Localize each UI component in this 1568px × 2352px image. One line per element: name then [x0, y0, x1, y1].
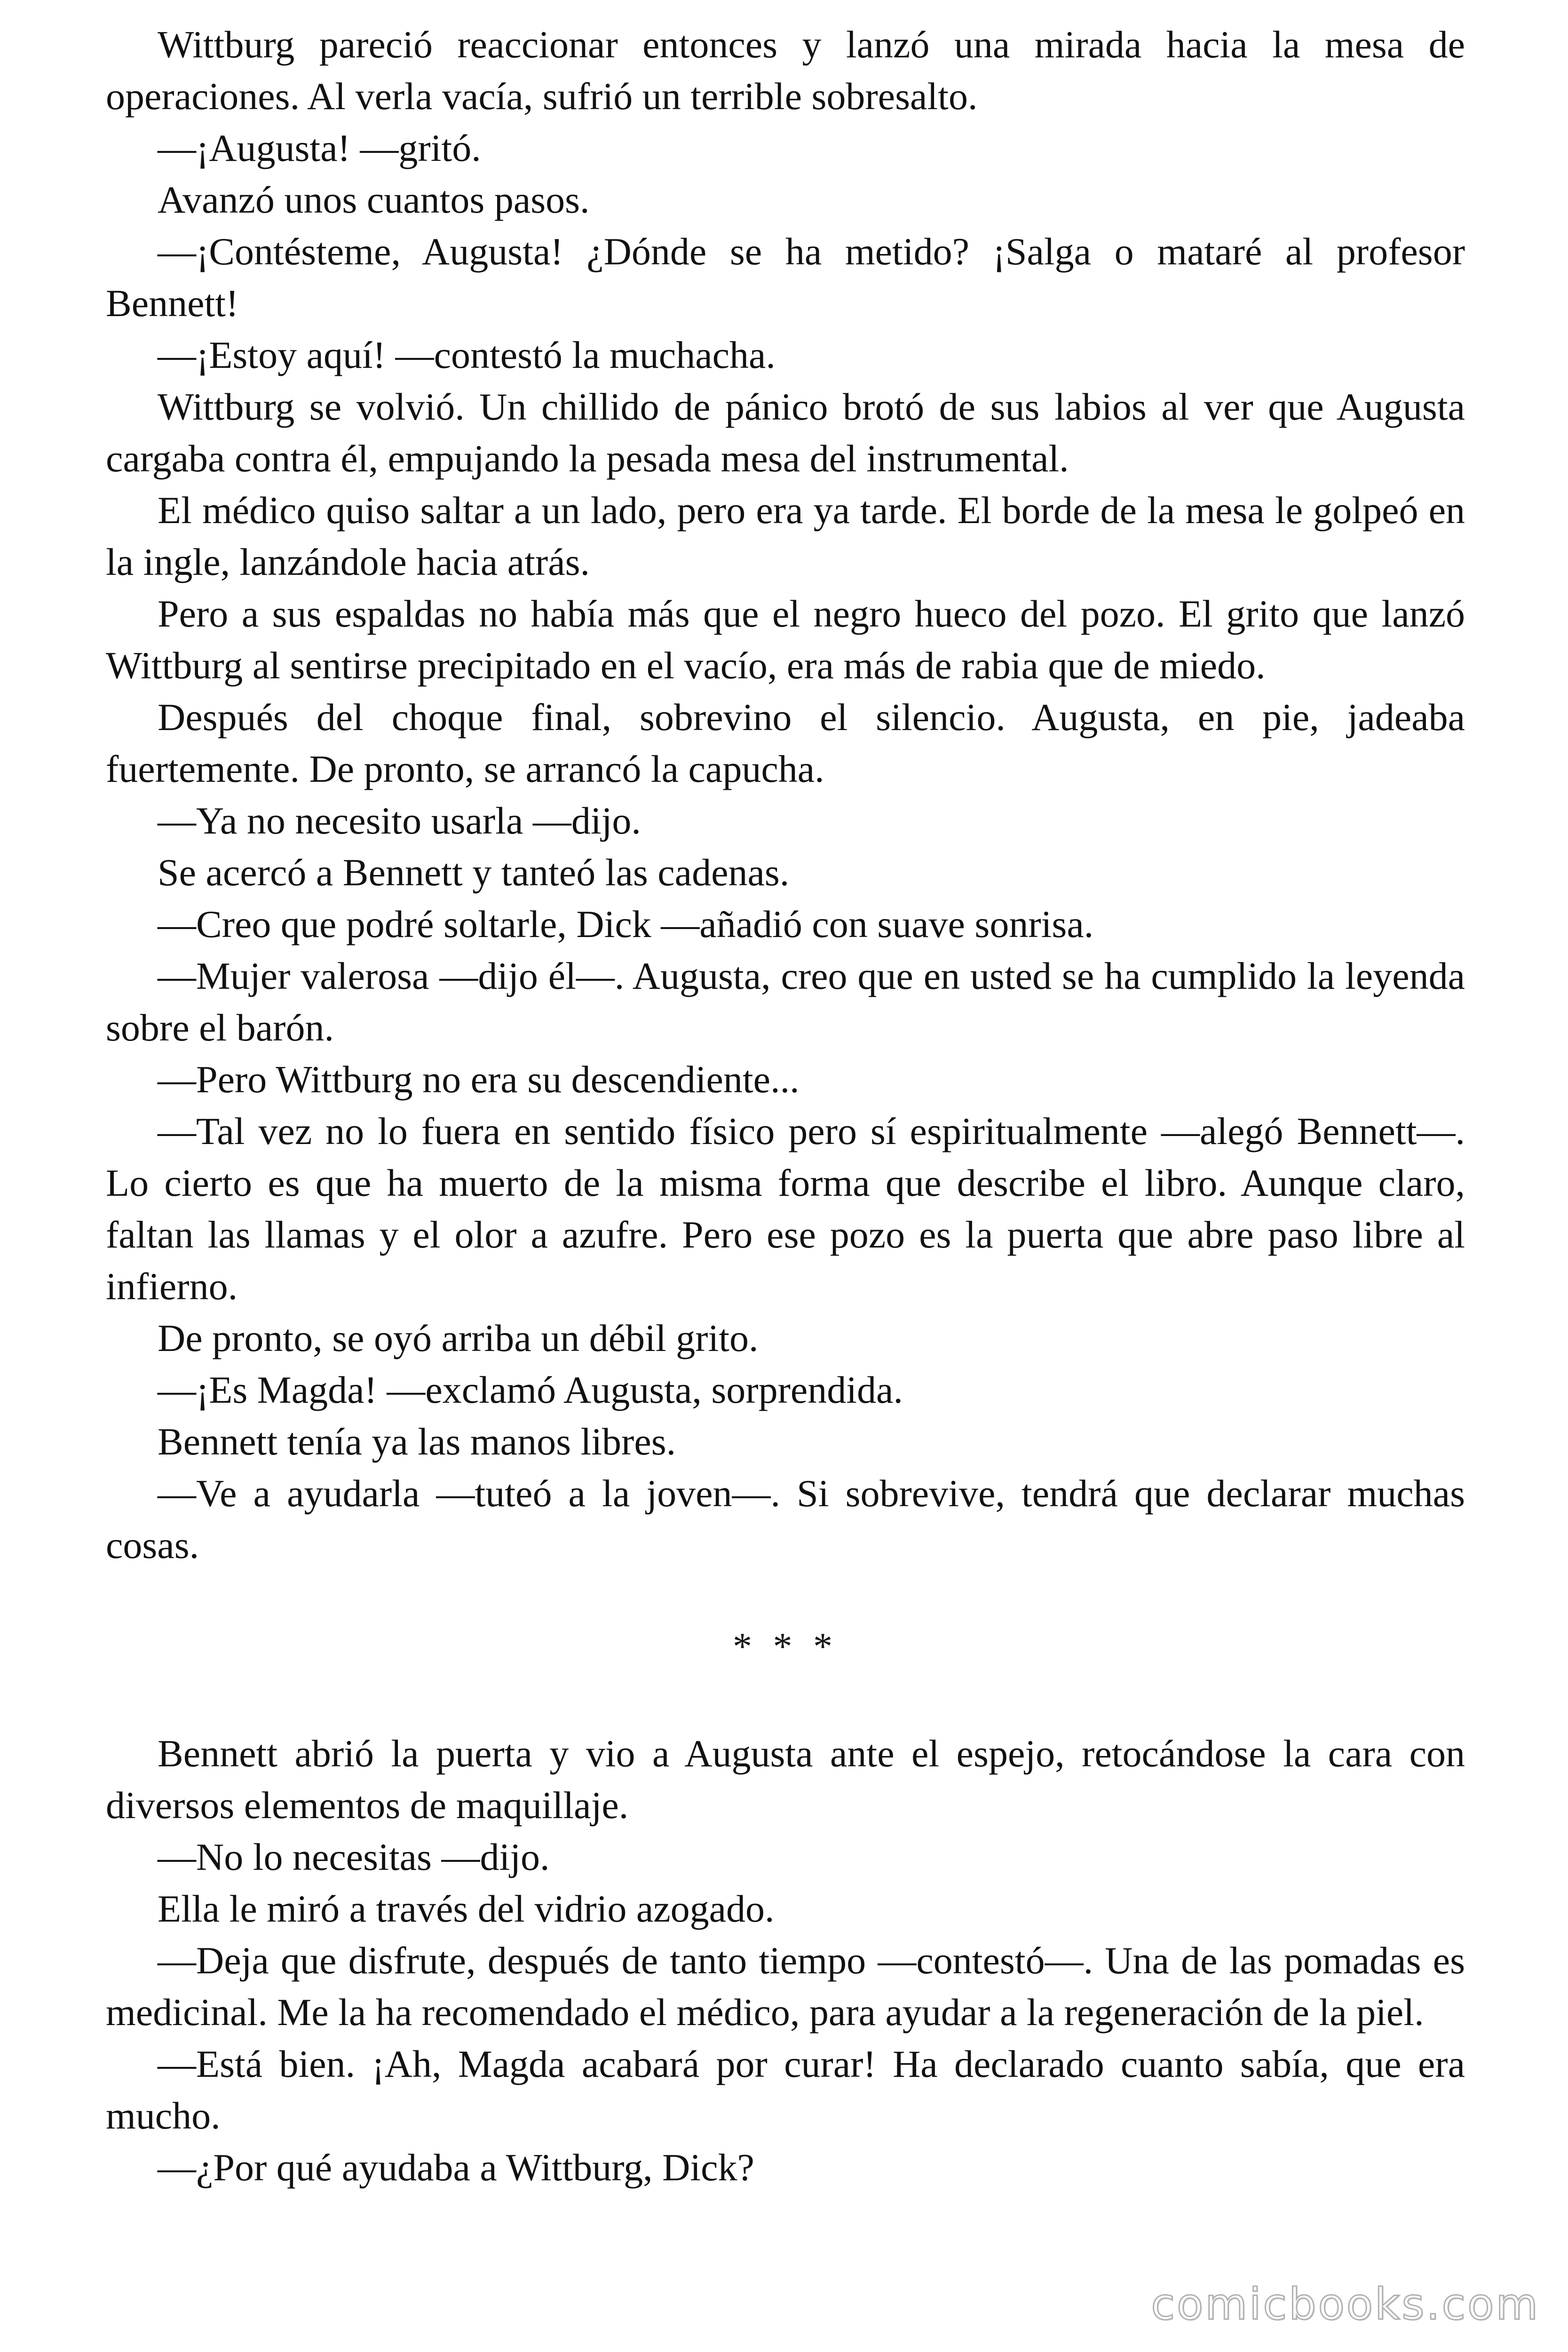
paragraph: —¿Por qué ayudaba a Wittburg, Dick?	[158, 2146, 754, 2189]
paragraph: Pero a sus espaldas no había más que el negro hueco del pozo. El grito que lanzó Wittburg al sentirse precipitado en el vacío, era más de rabia que de miedo.	[106, 592, 1465, 687]
paragraph: —Deja que disfrute, después de tanto tiempo —contestó—. Una de las pomadas es medicinal. Me la ha recomendado el médico, para ayudar a la regeneración de la piel.	[106, 1939, 1465, 2034]
paragraph: —Tal vez no lo fuera en sentido físico pero sí espiritualmente —alegó Bennett—. Lo cierto es que ha muerto de la misma forma que describe el libro. Aunque claro, faltan las llamas y el olor a azufre. Pero ese pozo es la puerta que abre paso libre al infierno.	[106, 1110, 1465, 1308]
section-separator: * * *	[733, 1625, 838, 1668]
paragraph: —Creo que podré soltarle, Dick —añadió con suave sonrisa.	[158, 903, 1094, 946]
paragraph: Bennett tenía ya las manos libres.	[158, 1420, 676, 1463]
paragraph: —Ve a ayudarla —tuteó a la joven—. Si sobrevive, tendrá que declarar muchas cosas.	[106, 1472, 1465, 1566]
paragraph: De pronto, se oyó arriba un débil grito.	[158, 1317, 759, 1359]
paragraph: —No lo necesitas —dijo.	[158, 1836, 550, 1878]
paragraph: —Está bien. ¡Ah, Magda acabará por curar! Ha declarado cuanto sabía, que era mucho.	[106, 2042, 1465, 2137]
paragraph: Se acercó a Bennett y tanteó las cadenas.	[158, 851, 790, 894]
paragraph: —¡Contésteme, Augusta! ¿Dónde se ha metido? ¡Salga o mataré al profesor Bennett!	[106, 230, 1465, 325]
paragraph: —Mujer valerosa —dijo él—. Augusta, creo que en usted se ha cumplido la leyenda sobre el barón.	[106, 954, 1465, 1049]
paragraph: Wittburg pareció reaccionar entonces y lanzó una mirada hacia la mesa de operaciones. Al verla vacía, sufrió un terrible sobresalto.	[106, 23, 1465, 118]
paragraph: —¡Estoy aquí! —contestó la muchacha.	[158, 334, 776, 376]
paragraph: Ella le miró a través del vidrio azogado.	[158, 1887, 775, 1930]
text-block	[106, 19, 1465, 2193]
paragraph: El médico quiso saltar a un lado, pero era ya tarde. El borde de la mesa le golpeó en la ingle, lanzándole hacia atrás.	[106, 489, 1465, 583]
watermark: comicbooks.com	[1151, 2279, 1540, 2329]
paragraph: —¡Es Magda! —exclamó Augusta, sorprendida.	[158, 1368, 903, 1411]
paragraph: —¡Augusta! —gritó.	[158, 127, 481, 169]
paragraph: —Pero Wittburg no era su descendiente...	[158, 1058, 800, 1101]
paragraph: Bennett abrió la puerta y vio a Augusta ante el espejo, retocándose la cara con diversos elementos de maquillaje.	[106, 1732, 1465, 1827]
paragraph: Después del choque final, sobrevino el silencio. Augusta, en pie, jadeaba fuertemente. De pronto, se arrancó la capucha.	[106, 696, 1465, 790]
paragraph: Avanzó unos cuantos pasos.	[158, 178, 590, 221]
paragraph: —Ya no necesito usarla —dijo.	[158, 799, 641, 842]
paragraph: Wittburg se volvió. Un chillido de pánico brotó de sus labios al ver que Augusta cargaba contra él, empujando la pesada mesa del instrumental.	[106, 385, 1465, 480]
